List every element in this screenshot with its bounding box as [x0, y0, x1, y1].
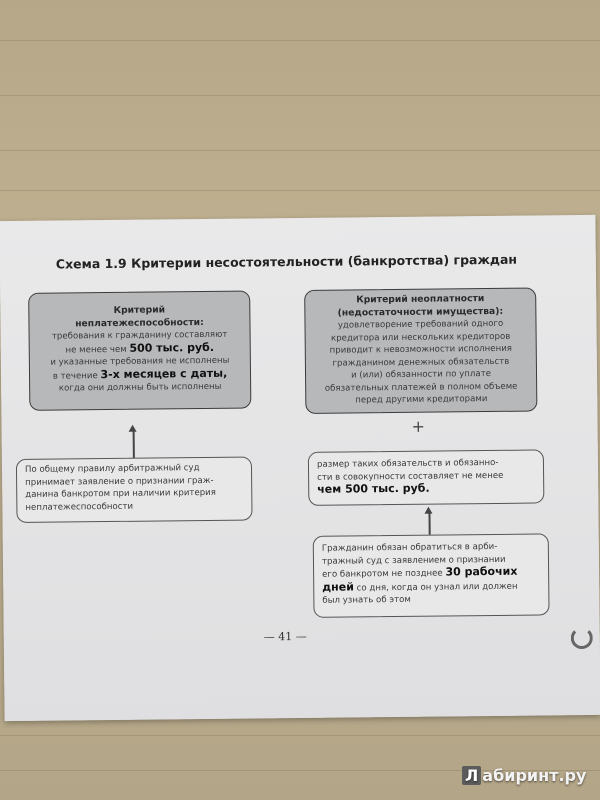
note-amount-line-1: размер таких обязательств и обязанно- [316, 457, 499, 470]
plus-sign: + [411, 416, 426, 436]
note-deadline-line-4-text: со дня, когда он узнал или должен [353, 581, 518, 593]
note-amount [308, 449, 545, 505]
criterion-insufficiency-heading-1: Критерий неоплатности [356, 293, 485, 306]
criterion-insolvency-line-3: и указанные требования не исполнены [50, 355, 230, 368]
note-deadline-line-4 [322, 579, 540, 595]
page-corner-icon [571, 627, 593, 649]
note-deadline-days: 30 рабочих [445, 564, 518, 579]
criterion-insufficiency-line-3: приводит к невозможности исполнения [329, 343, 512, 356]
criterion-insolvency-heading-2: неплатежеспособности: [75, 316, 204, 329]
page-number: — 41 — [263, 629, 307, 644]
criterion-insufficiency-line-5: и (или) обязанности по уплате [351, 368, 492, 381]
watermark-text: абиринт.ру [482, 766, 587, 785]
criterion-insufficiency-line-2: кредитора или нескольких кредиторов [330, 331, 511, 344]
scheme-title: Схема 1.9 Критерии несостоятельности (банкротства) граждан [55, 251, 518, 272]
criterion-insufficiency-line-1: удовлетворение требований одного [337, 318, 504, 331]
note-general-rule-line-4: неплатежеспособности [25, 501, 134, 513]
criterion-insolvency-line-2-text: не менее чем [65, 344, 130, 355]
note-general-rule-line-3: данина банкротом при наличии критерия [25, 487, 216, 500]
watermark-logo: Л [462, 766, 481, 785]
book-page [0, 215, 600, 721]
criterion-insolvency-line-4-text: в течение [52, 370, 101, 382]
criterion-insolvency-amount: 500 тыс. руб. [129, 340, 215, 355]
criterion-insufficiency-line-6: обязательных платежей в полном объеме [324, 381, 518, 394]
arrow-up-right-line [428, 513, 430, 535]
note-general-rule-line-1: По общему правилу арбитражный суд [24, 463, 200, 475]
note-deadline-days-word: дней [322, 579, 354, 594]
note-deadline-line-1: Гражданин обязан обратиться в арби- [321, 541, 498, 554]
note-amount-line-2: сти в совокупности составляет не менее [317, 470, 504, 483]
criterion-insufficiency-line-4: гражданином денежных обязательств [332, 356, 510, 369]
criterion-insufficiency-line-7: перед другими кредиторами [355, 394, 488, 406]
criterion-insufficiency-box [304, 288, 537, 414]
arrow-up-left-line [133, 431, 135, 459]
note-general-rule [16, 457, 253, 523]
note-deadline-line-3-text: его банкротом не позднее [322, 568, 446, 580]
watermark [462, 766, 586, 785]
criterion-insolvency-period: 3-х месяцев с даты, [100, 366, 228, 381]
note-general-rule-line-2: принимает заявление о признании граж- [25, 475, 214, 488]
criterion-insufficiency-heading-2: (недостаточности имущества): [337, 305, 504, 319]
criterion-insolvency-box [28, 291, 251, 411]
criterion-insolvency-line-5: когда они должны быть исполнены [58, 381, 222, 394]
note-deadline-line-5: был узнать об этом [322, 594, 411, 606]
note-deadline [313, 533, 550, 617]
note-amount-line-3: чем 500 тыс. руб. [317, 481, 430, 496]
criterion-insolvency-heading-1: Критерий [113, 304, 166, 316]
criterion-insolvency-line-1: требования к гражданину составляют [51, 329, 228, 342]
note-deadline-line-2: тражный суд с заявлением о признании [321, 554, 506, 567]
